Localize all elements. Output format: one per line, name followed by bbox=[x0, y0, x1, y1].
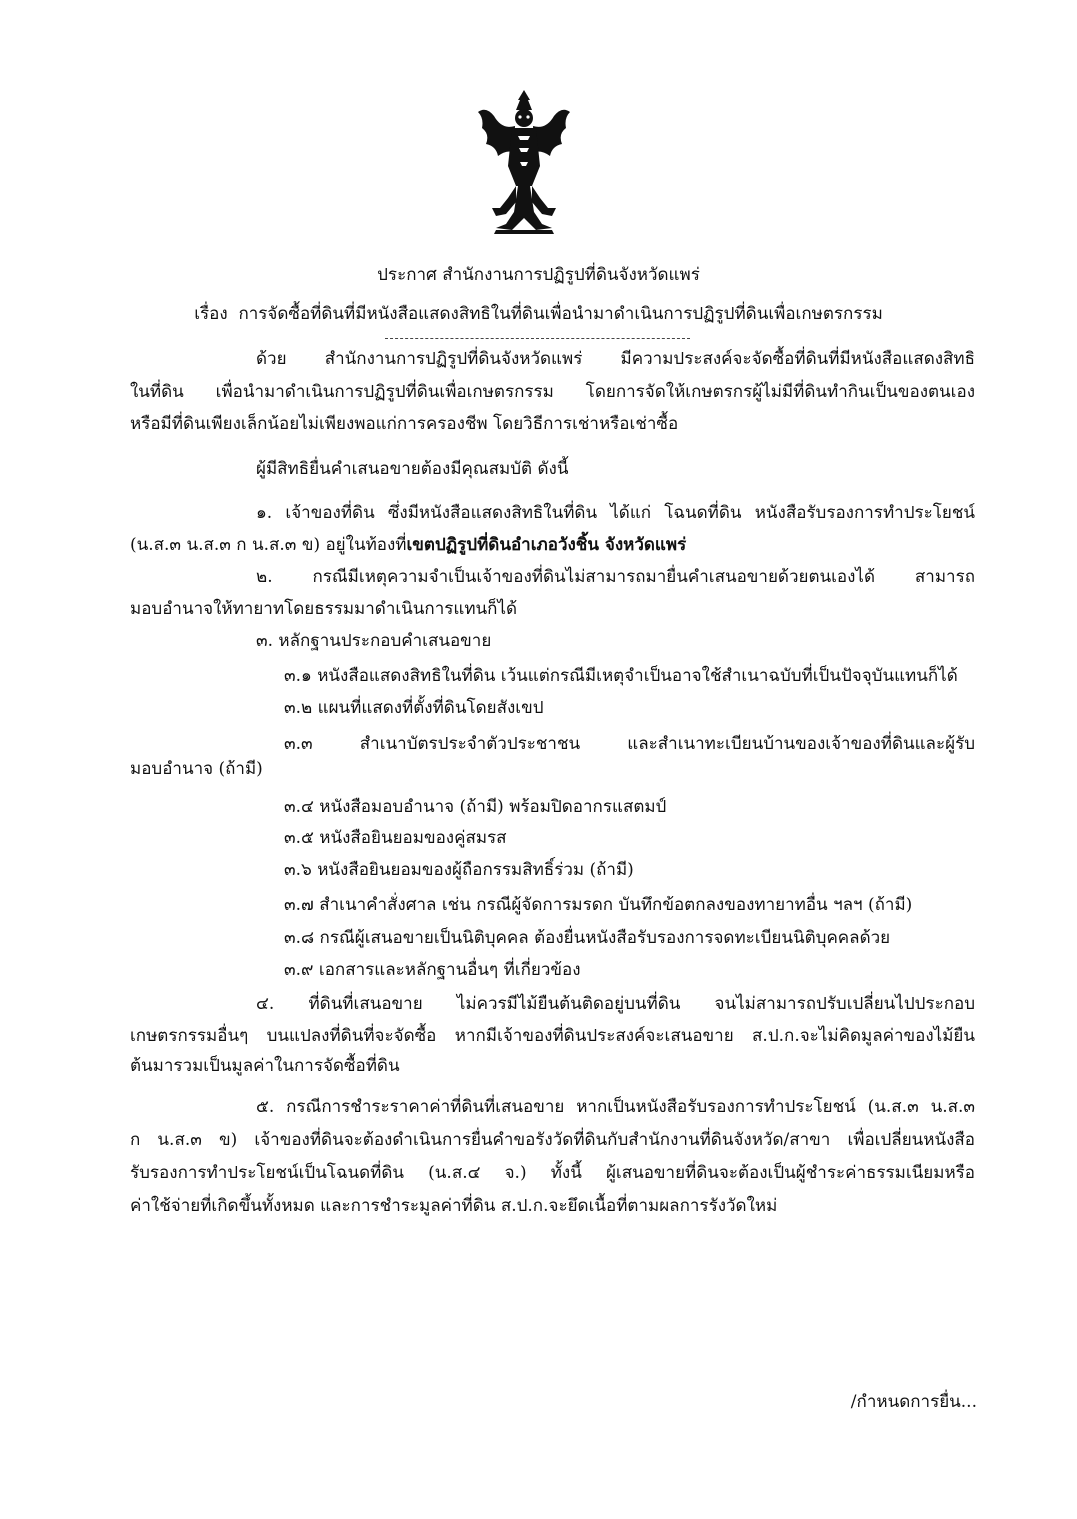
item4-line-2: เกษตรกรรมอื่นๆ บนแปลงที่ดินที่จะจัดซื้อ หากมีเจ้าของที่ดินประสงค์จะเสนอขาย ส.ป.ก.จะไม่คิดมูลค่าของไม้ยืน bbox=[130, 1026, 975, 1046]
item3-heading: ๓. หลักฐานประกอบคำเสนอขาย bbox=[256, 631, 492, 651]
item3-5: ๓.๕ หนังสือยินยอมของคู่สมรส bbox=[284, 828, 507, 848]
item2-line-1: ๒. กรณีมีเหตุความจำเป็นเจ้าของที่ดินไม่สามารถมายื่นคำเสนอขายด้วยตนเองได้ สามารถ bbox=[256, 567, 975, 587]
item2-line-2: มอบอำนาจให้ทายาทโดยธรรมมาดำเนินการแทนก็ได้ bbox=[130, 599, 518, 619]
item3-1: ๓.๑ หนังสือแสดงสิทธิในที่ดิน เว้นแต่กรณีมีเหตุจำเป็นอาจใช้สำเนาฉบับที่เป็นปัจจุบันแทนก็ได้ bbox=[284, 666, 958, 686]
continuation-note: /กำหนดการยื่น... bbox=[850, 1392, 977, 1412]
item5-line-4: ค่าใช้จ่ายที่เกิดขึ้นทั้งหมด และการชำระมูลค่าที่ดิน ส.ป.ก.จะยึดเนื้อที่ตามผลการรังวัดใหม่ bbox=[130, 1196, 778, 1216]
item3-4: ๓.๔ หนังสือมอบอำนาจ (ถ้ามี) พร้อมปิดอากรแสตมป์ bbox=[284, 797, 667, 817]
item5-line-3: รับรองการทำประโยชน์เป็นโฉนดที่ดิน (น.ส.๔ จ.) ทั้งนี้ ผู้เสนอขายที่ดินจะต้องเป็นผู้ชำระค่าธรรมเนียมหรือ bbox=[130, 1163, 975, 1183]
garuda-emblem-icon bbox=[472, 86, 576, 236]
qualifications-heading: ผู้มีสิทธิยื่นคำเสนอขายต้องมีคุณสมบัติ ดังนี้ bbox=[256, 459, 569, 479]
item5-line-1: ๕. กรณีการชำระราคาค่าที่ดินที่เสนอขาย หากเป็นหนังสือรับรองการทำประโยชน์ (น.ส.๓ น.ส.๓ bbox=[256, 1097, 975, 1117]
item3-2: ๓.๒ แผนที่แสดงที่ตั้งที่ดินโดยสังเขป bbox=[284, 698, 544, 718]
subject-label: เรื่อง bbox=[194, 304, 228, 324]
item3-3-line-1: ๓.๓ สำเนาบัตรประจำตัวประชาชน และสำเนาทะเบียนบ้านของเจ้าของที่ดินและผู้รับ bbox=[284, 734, 975, 754]
item5-line-2: ก น.ส.๓ ข) เจ้าของที่ดินจะต้องดำเนินการยื่นคำขอรังวัดที่ดินกับสำนักงานที่ดินจังหวัด/สาขา เพื่อเปลี่ยนหนังสือ bbox=[130, 1130, 975, 1150]
document-title: ประกาศ สำนักงานการปฏิรูปที่ดินจังหวัดแพร่ bbox=[377, 265, 700, 285]
item1-line-1: ๑. เจ้าของที่ดิน ซึ่งมีหนังสือแสดงสิทธิในที่ดิน ได้แก่ โฉนดที่ดิน หนังสือรับรองการทำประโยชน์ bbox=[256, 503, 975, 523]
item3-3-line-2: มอบอำนาจ (ถ้ามี) bbox=[130, 759, 263, 779]
item4-line-3: ต้นมารวมเป็นมูลค่าในการจัดซื้อที่ดิน bbox=[130, 1056, 400, 1076]
item1-line-2 bbox=[130, 531, 686, 558]
item3-6: ๓.๖ หนังสือยินยอมของผู้ถือกรรมสิทธิ์ร่วม (ถ้ามี) bbox=[284, 860, 634, 880]
item3-9: ๓.๙ เอกสารและหลักฐานอื่นๆ ที่เกี่ยวข้อง bbox=[284, 960, 581, 980]
document-subject bbox=[0, 300, 1077, 327]
item1-line-2-area: เขตปฏิรูปที่ดินอำเภอวังชิ้น จังหวัดแพร่ bbox=[406, 535, 687, 555]
intro-line-3: หรือมีที่ดินเพียงเล็กน้อยไม่เพียงพอแก่การครองชีพ โดยวิธีการเช่าหรือเช่าซื้อ bbox=[130, 414, 679, 434]
subject-text: การจัดซื้อที่ดินที่มีหนังสือแสดงสิทธิในที่ดินเพื่อนำมาดำเนินการปฏิรูปที่ดินเพื่อเกษตรกรรม bbox=[238, 304, 883, 324]
title-divider bbox=[385, 338, 690, 339]
item1-line-2-text: (น.ส.๓ น.ส.๓ ก น.ส.๓ ข) อยู่ในท้องที่ bbox=[130, 535, 407, 555]
intro-line-1: ด้วย สำนักงานการปฏิรูปที่ดินจังหวัดแพร่ มีความประสงค์จะจัดซื้อที่ดินที่มีหนังสือแสดงสิทธิ bbox=[256, 349, 975, 369]
item4-line-1: ๔. ที่ดินที่เสนอขาย ไม่ควรมีไม้ยืนต้นติดอยู่บนที่ดิน จนไม่สามารถปรับเปลี่ยนไปประกอบ bbox=[256, 994, 975, 1014]
intro-line-2: ในที่ดิน เพื่อนำมาดำเนินการปฏิรูปที่ดินเพื่อเกษตรกรรม โดยการจัดให้เกษตรกรผู้ไม่มีที่ดินทำกินเป็นของตนเอง bbox=[130, 382, 975, 402]
item3-7: ๓.๗ สำเนาคำสั่งศาล เช่น กรณีผู้จัดการมรดก บันทึกข้อตกลงของทายาทอื่น ฯลฯ (ถ้ามี) bbox=[284, 895, 913, 915]
item3-8: ๓.๘ กรณีผู้เสนอขายเป็นนิติบุคคล ต้องยื่นหนังสือรับรองการจดทะเบียนนิติบุคคลด้วย bbox=[284, 928, 891, 948]
